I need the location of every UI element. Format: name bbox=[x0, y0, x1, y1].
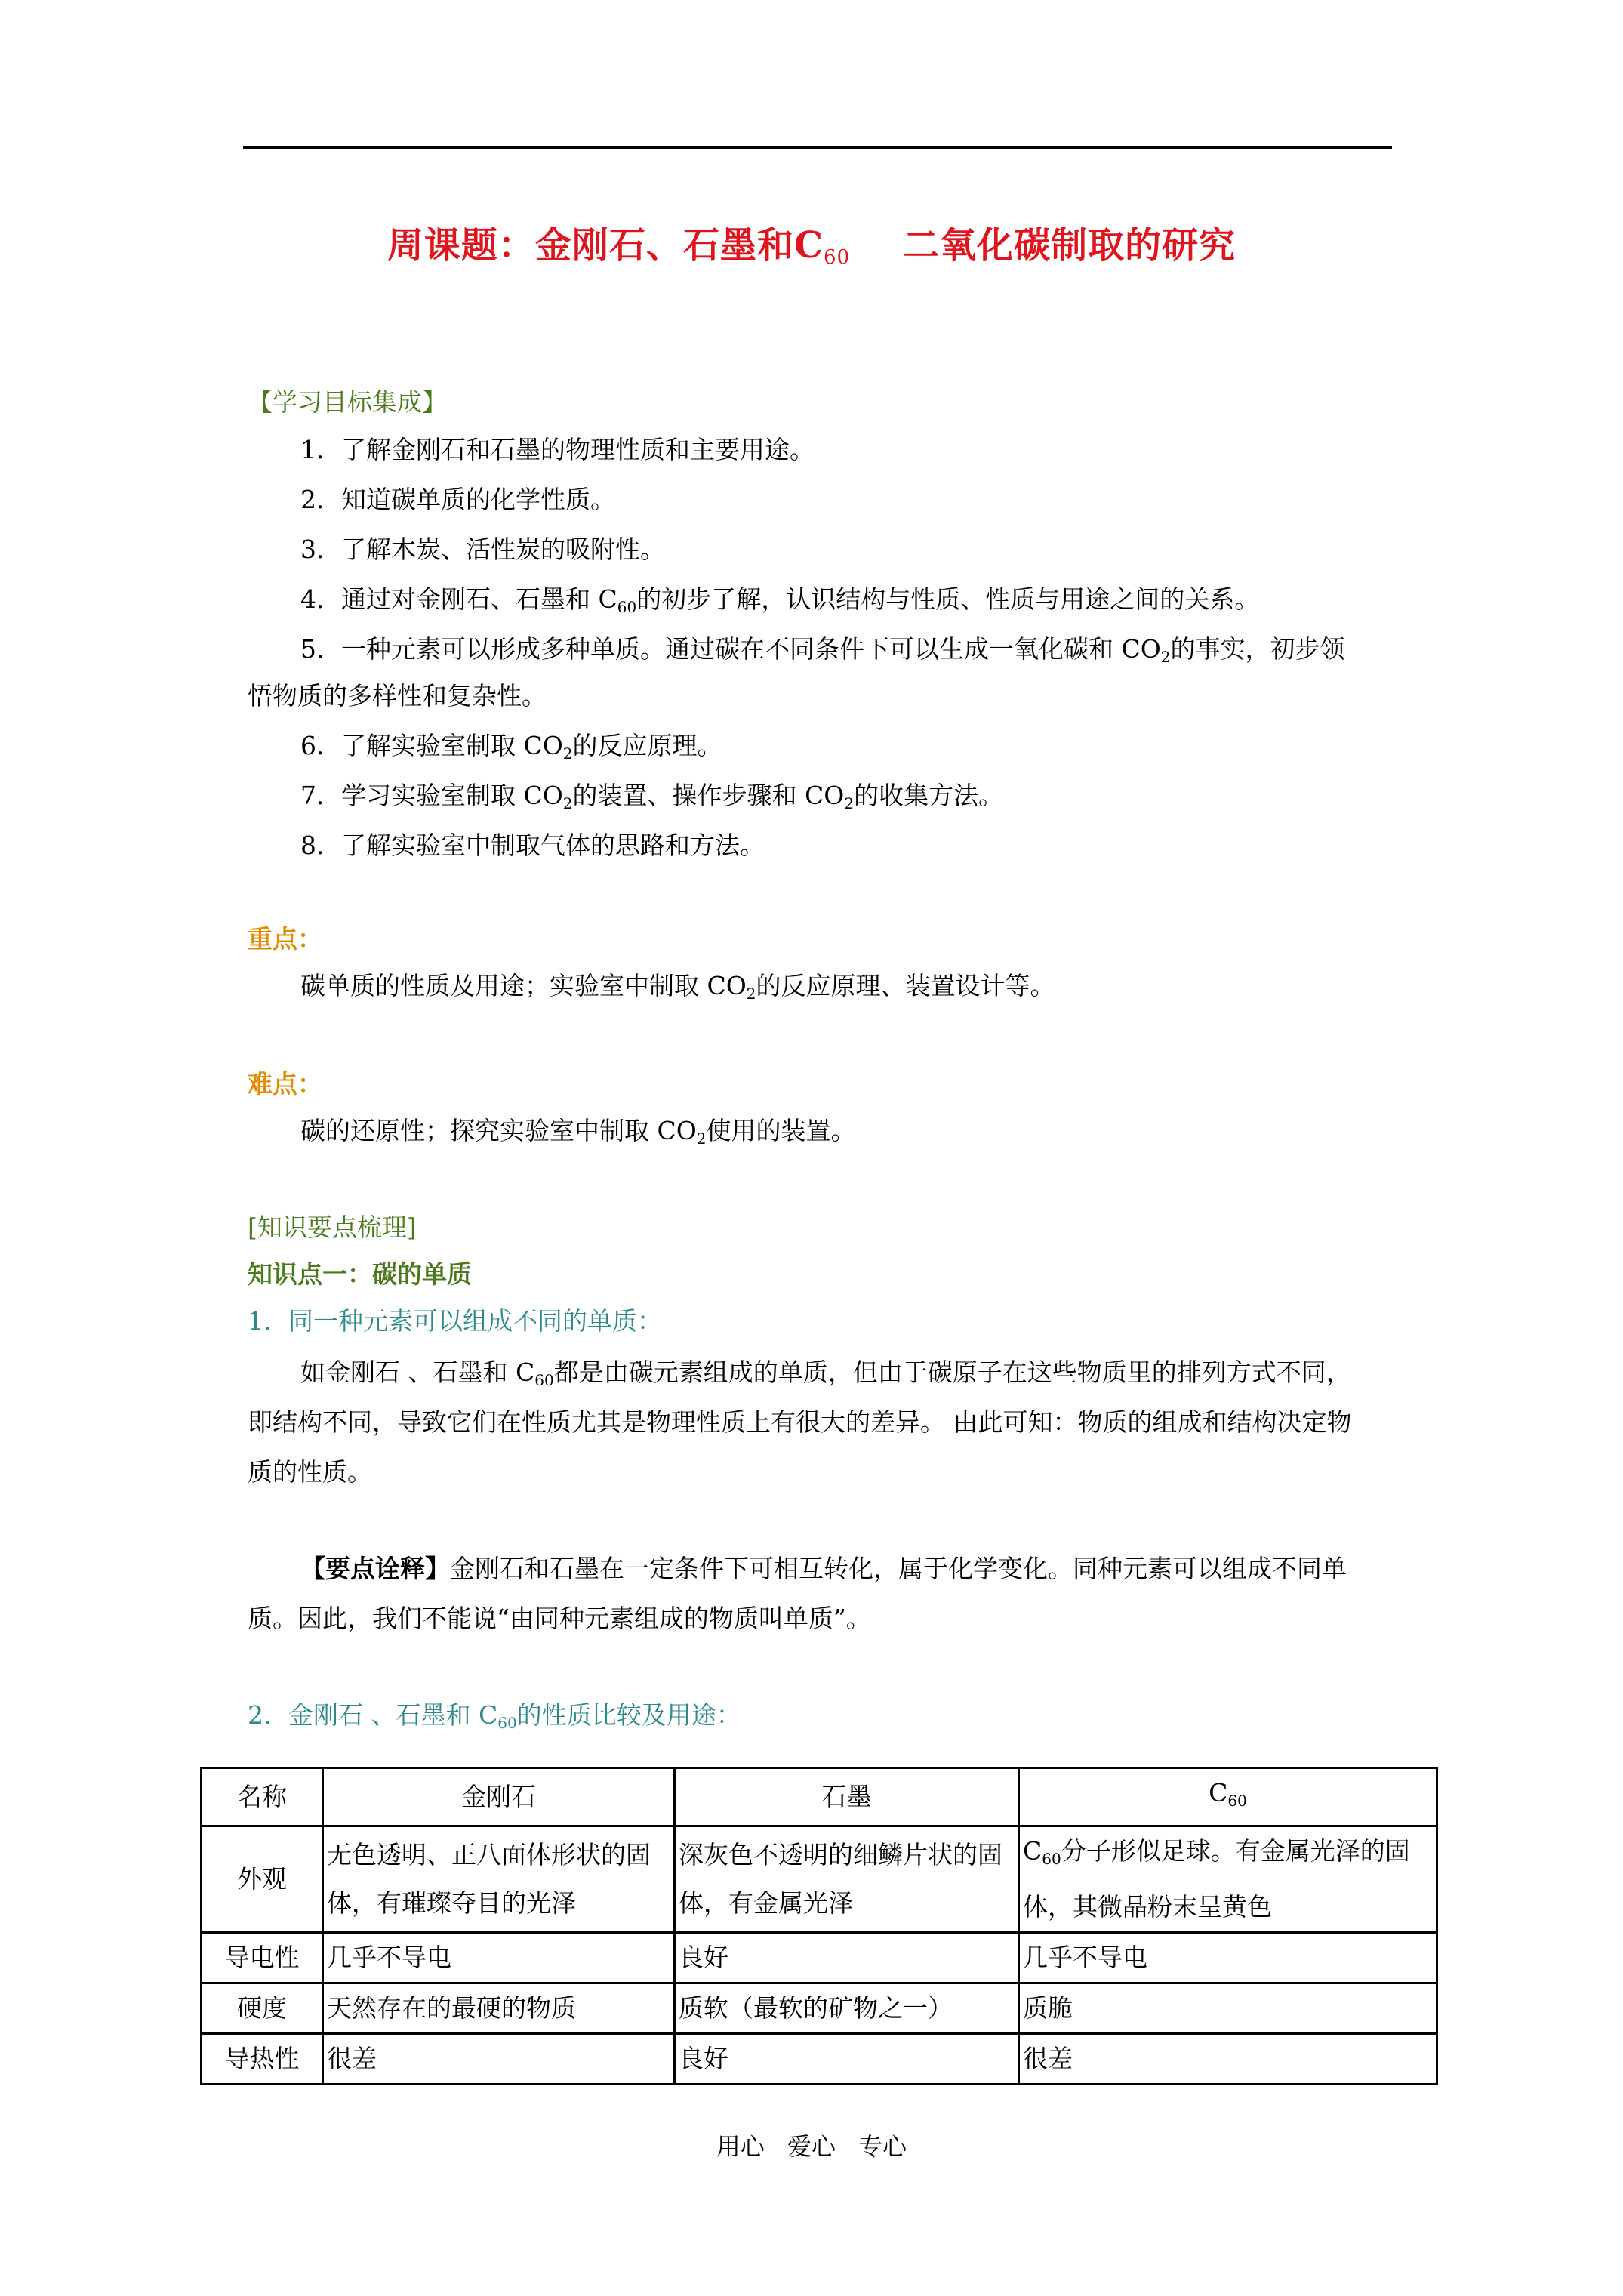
goal-item-2: 2．知道碳单质的化学性质。 bbox=[300, 485, 615, 514]
table-header-row bbox=[202, 1768, 1437, 1826]
cell-graphite: 质软（最软的矿物之一） bbox=[675, 1983, 1019, 2034]
sub1-heading: 1．同一种元素可以组成不同的单质： bbox=[248, 1306, 662, 1336]
goal-item-1: 1．了解金刚石和石墨的物理性质和主要用途。 bbox=[300, 435, 815, 464]
comparison-table bbox=[200, 1767, 1438, 2085]
header-c60: $C_{60}$ bbox=[1019, 1768, 1437, 1826]
cell-diamond: 几乎不导电 bbox=[323, 1933, 675, 1983]
note-line2: 质。因此，我们不能说“由同种元素组成的物质叫单质”。 bbox=[248, 1604, 871, 1633]
goal-item-3: 3．了解木炭、活性炭的吸附性。 bbox=[300, 535, 665, 564]
cell-diamond: 很差 bbox=[323, 2034, 675, 2085]
cell-graphite: 深灰色不透明的细鳞片状的固 体，有金属光泽 bbox=[675, 1826, 1019, 1933]
table-row bbox=[202, 1933, 1437, 1983]
cell-c60: $C_{60}$分子形似足球。有金属光泽的固 体，其微晶粉末呈黄色 bbox=[1019, 1826, 1437, 1933]
sub2-heading: 2．金刚石 、石墨和 $C_{60}$的性质比较及用途： bbox=[248, 1700, 741, 1732]
header-diamond: 金刚石 bbox=[323, 1768, 675, 1826]
header-name: 名称 bbox=[202, 1768, 323, 1826]
goal-item-5: 5．一种元素可以形成多种单质。通过碳在不同条件下可以生成一氧化碳和 $CO_2$的事实，初步领 bbox=[300, 634, 1345, 666]
difficult-points-heading: 难点： bbox=[248, 1069, 322, 1099]
table-row bbox=[202, 1826, 1437, 1933]
key-points-text: 碳单质的性质及用途；实验室中制取 $CO_2$的反应原理、装置设计等。 bbox=[300, 971, 1055, 1003]
p1-line3: 质的性质。 bbox=[248, 1457, 372, 1487]
goal-item-7: 7．学习实验室制取 $CO_2$的装置、操作步骤和 $CO_2$的收集方法。 bbox=[300, 781, 1004, 812]
note-line1: 【要点诠释】金刚石和石墨在一定条件下可相互转化，属于化学变化。同种元素可以组成不同单 bbox=[300, 1554, 1347, 1583]
cell-graphite: 良好 bbox=[675, 1933, 1019, 1983]
table-row bbox=[202, 2034, 1437, 2085]
cell-diamond: 无色透明、正八面体形状的固 体，有璀璨夺目的光泽 bbox=[323, 1826, 675, 1933]
row-name: 硬度 bbox=[202, 1983, 323, 2034]
cell-graphite: 良好 bbox=[675, 2034, 1019, 2085]
goal-item-5-cont: 悟物质的多样性和复杂性。 bbox=[248, 681, 547, 710]
row-name: 外观 bbox=[202, 1826, 323, 1933]
cell-c60: 很差 bbox=[1019, 2034, 1437, 2085]
goal-item-8: 8．了解实验室中制取气体的思路和方法。 bbox=[300, 831, 765, 860]
row-name: 导电性 bbox=[202, 1933, 323, 1983]
difficult-points-text: 碳的还原性；探究实验室中制取 $CO_2$使用的装置。 bbox=[300, 1116, 856, 1148]
page-footer: 用心 爱心 专心 bbox=[716, 2132, 907, 2161]
point1-heading: 知识点一：碳的单质 bbox=[248, 1259, 472, 1289]
header-rule bbox=[243, 146, 1392, 149]
table-row bbox=[202, 1983, 1437, 2034]
p1-line1: 如金刚石 、石墨和 $C_{60}$都是由碳元素组成的单质，但由于碳原子在这些物质里的排列方式不同， bbox=[300, 1358, 1351, 1389]
header-graphite: 石墨 bbox=[675, 1768, 1019, 1826]
page-title: 周课题：金刚石、石墨和$C_{60}$ 二氧化碳制取的研究 bbox=[387, 224, 1236, 269]
cell-diamond: 天然存在的最硬的物质 bbox=[323, 1983, 675, 2034]
goal-item-6: 6．了解实验室制取 $CO_2$的反应原理。 bbox=[300, 731, 722, 763]
goal-item-4: 4．通过对金刚石、石墨和 $C_{60}$的初步了解，认识结构与性质、性质与用途之间的关系。 bbox=[300, 584, 1260, 616]
key-points-heading: 重点： bbox=[248, 924, 322, 954]
row-name: 导热性 bbox=[202, 2034, 323, 2085]
goals-heading: 【学习目标集成】 bbox=[248, 387, 447, 417]
knowledge-heading: [知识要点梳理] bbox=[248, 1213, 417, 1242]
p1-line2: 即结构不同，导致它们在性质尤其是物理性质上有很大的差异。 由此可知：物质的组成和结构决定物 bbox=[248, 1407, 1352, 1437]
cell-c60: 几乎不导电 bbox=[1019, 1933, 1437, 1983]
cell-c60: 质脆 bbox=[1019, 1983, 1437, 2034]
